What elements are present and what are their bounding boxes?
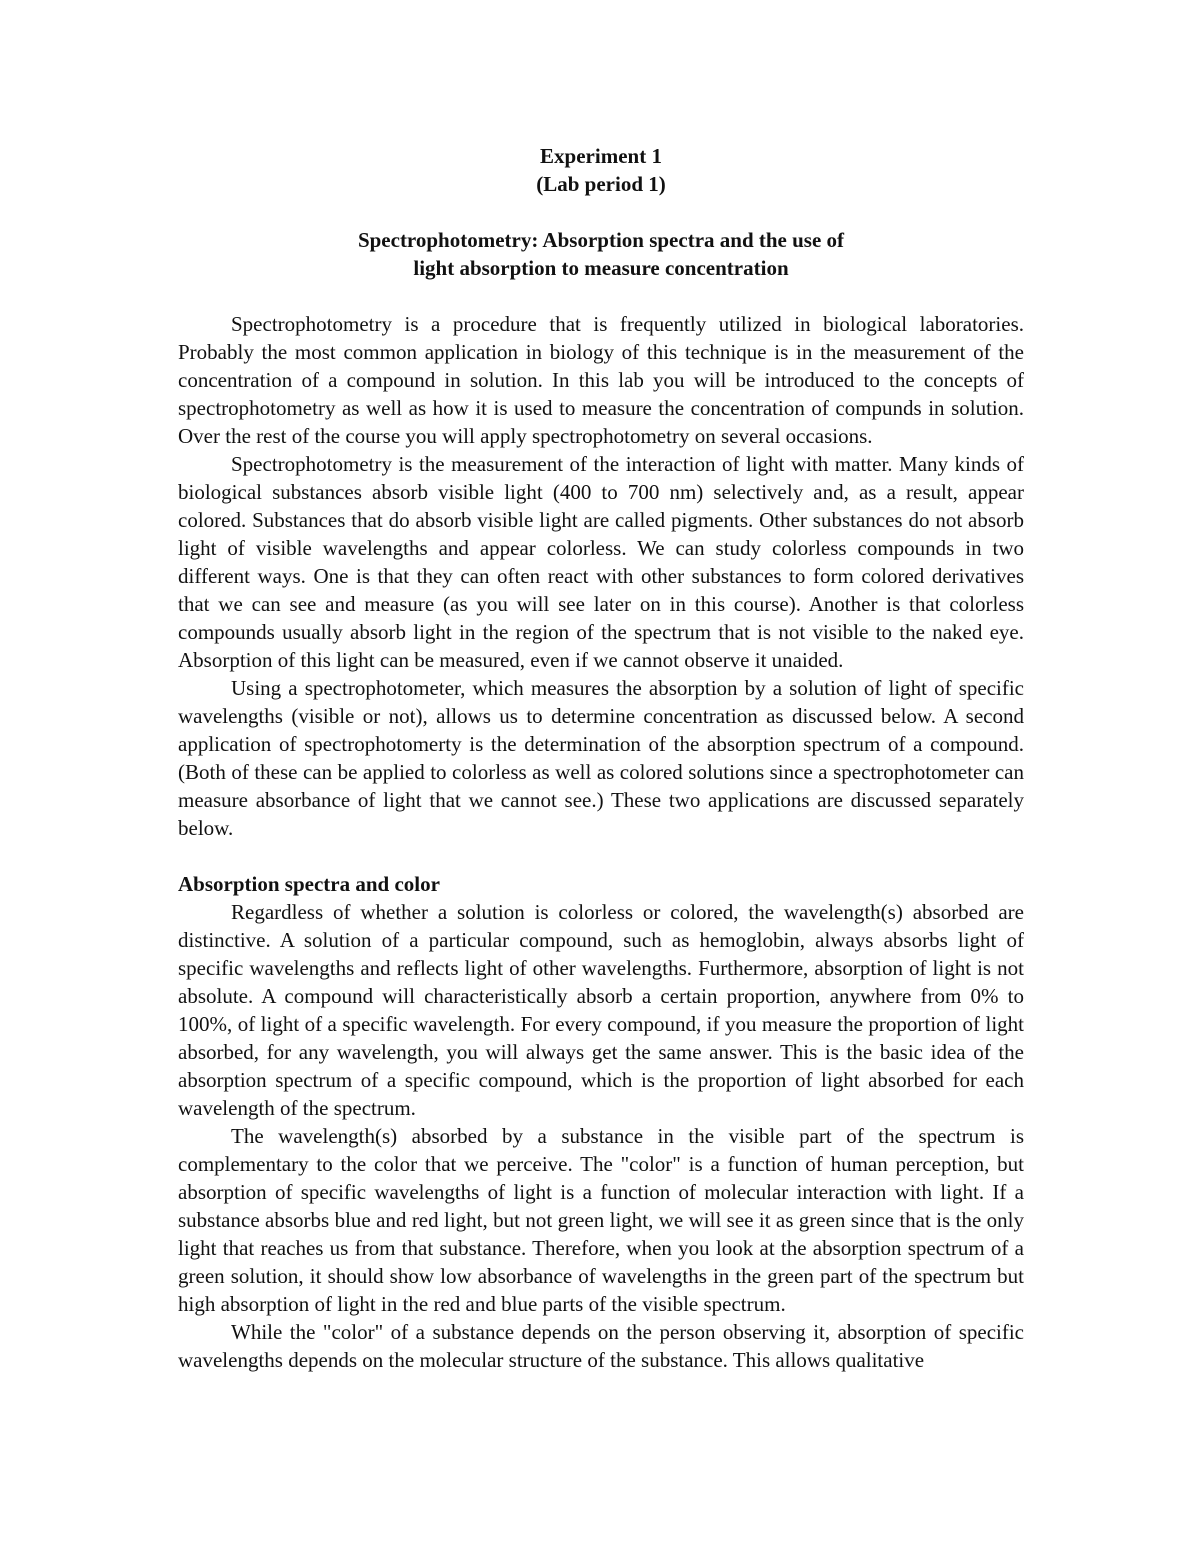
paragraph: Regardless of whether a solution is colorless or colored, the wavelength(s) absorbed are distinctive. A solution of a particular compound, such as hemoglobin, always absorbs light of specific wavelengths and reflects light of other wavelengths. Furthermore, absorption of light is not absolute. A compound will characteristically absorb a certain proportion, anywhere from 0% to 100%, of light of a specific wavelength. For every compound, if you measure the proportion of light absorbed, for any wavelength, you will always get the same answer. This is the basic idea of the absorption spectrum of a specific compound, which is the proportion of light absorbed for each wavelength of the spectrum. [178,900,1024,1120]
section-heading: Absorption spectra and color [178,872,440,896]
document-body [178,142,1024,1374]
paragraph: Using a spectrophotometer, which measures the absorption by a solution of light of specific wavelengths (visible or not), allows us to determine concentration as discussed below. A second application of spectrophotomerty is the determination of the absorption spectrum of a compound. (Both of these can be applied to colorless as well as colored solutions since a spectrophotometer can measure absorbance of light that we cannot see.) These two applications are discussed separately below. [178,676,1024,840]
paragraph: While the "color" of a substance depends on the person observing it, absorption of specific wavelengths depends on the molecular structure of the substance. This allows qualitative [178,1320,1024,1372]
paragraph: Spectrophotometry is the measurement of the interaction of light with matter. Many kinds of biological substances absorb visible light (400 to 700 nm) selectively and, as a result, appear colored. Substances that do absorb visible light are called pigments. Other substances do not absorb light of visible wavelengths and appear colorless. We can study colorless compounds in two different ways. One is that they can often react with other substances to form colored derivatives that we can see and measure (as you will see later on in this course). Another is that colorless compounds usually absorb light in the region of the spectrum that is not visible to the naked eye. Absorption of this light can be measured, even if we cannot observe it unaided. [178,452,1024,672]
document-title [178,142,1024,198]
subtitle-line-1: Spectrophotometry: Absorption spectra and the use of [357,228,845,252]
paragraph: The wavelength(s) absorbed by a substance in the visible part of the spectrum is complementary to the color that we perceive. The "color" is a function of human perception, but absorption of specific wavelengths of light is a function of molecular interaction with light. If a substance absorbs blue and red light, but not green light, we will see it as green since that is the only light that reaches us from that substance. Therefore, when you look at the absorption spectrum of a green solution, it should show low absorbance of wavelengths in the green part of the spectrum but high absorption of light in the red and blue parts of the visible spectrum. [178,1124,1024,1316]
title-line-2: (Lab period 1) [536,172,666,196]
subtitle-line-2: light absorption to measure concentration [413,256,789,280]
title-line-1: Experiment 1 [540,144,662,168]
paragraph: Spectrophotometry is a procedure that is frequently utilized in biological laboratories. Probably the most common application in biology of this technique is in the measurement of the concentration of a compound in solution. In this lab you will be introduced to the concepts of spectrophotometry as well as how it is used to measure the concentration of compunds in solution. Over the rest of the course you will apply spectrophotometry on several occasions. [178,312,1024,448]
document-subtitle [178,226,1024,282]
